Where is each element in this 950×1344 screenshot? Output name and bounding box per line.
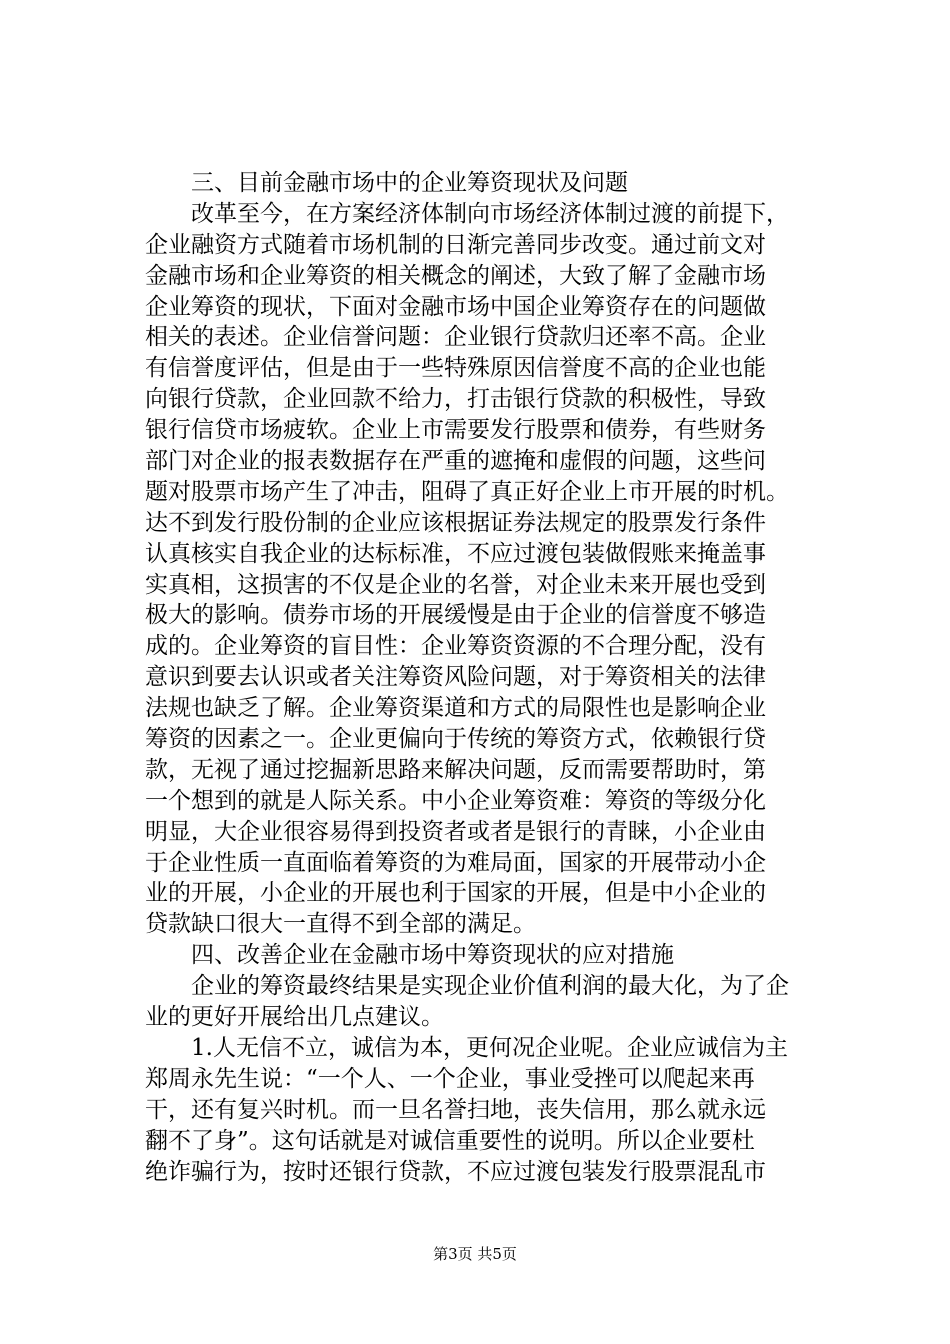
text-line: 企业筹资的现状，下面对金融市场中国企业筹资存在的问题做 (145, 293, 766, 320)
text-line: 业的开展，小企业的开展也利于国家的开展，但是中小企业的 (145, 880, 766, 907)
page-footer: 第3页 共5页 (433, 1245, 517, 1263)
text-line: 款，无视了通过挖掘新思路来解决问题，反而需要帮助时，第 (145, 756, 766, 783)
text-line: 绝诈骗行为，按时还银行贷款，不应过渡包装发行股票混乱市 (145, 1158, 766, 1185)
text-line: 郑周永先生说：“一个人、一个企业，事业受挫可以爬起来再 (145, 1065, 755, 1092)
text-line: 成的。企业筹资的盲目性：企业筹资资源的不合理分配，没有 (145, 633, 766, 660)
text-line: 改革至今，在方案经济体制向市场经济体制过渡的前提下， (191, 200, 789, 227)
text-line: 极大的影响。债券市场的开展缓慢是由于企业的信誉度不够造 (145, 602, 766, 629)
text-line: 一个想到的就是人际关系。中小企业筹资难：筹资的等级分化 (145, 787, 766, 814)
text-line: 于企业性质一直面临着筹资的为难局面，国家的开展带动小企 (145, 849, 766, 876)
text-line: 干，还有复兴时机。而一旦名誉扫地，丧失信用，那么就永远 (145, 1096, 766, 1123)
text-line: 明显，大企业很容易得到投资者或者是银行的青睐，小企业由 (145, 818, 766, 845)
text-line: 实真相，这损害的不仅是企业的名誉，对企业未来开展也受到 (145, 571, 766, 598)
text-line: 翻不了身”。这句话就是对诚信重要性的说明。所以企业要杜 (145, 1127, 755, 1154)
text-line: 1.人无信不立，诚信为本，更何况企业呢。企业应诚信为主 (191, 1034, 788, 1061)
text-line: 筹资的因素之一。企业更偏向于传统的筹资方式，依赖银行贷 (145, 726, 766, 753)
text-line: 题对股票市场产生了冲击，阻碍了真正好企业上市开展的时机。 (145, 478, 789, 505)
document-body (145, 168, 835, 1187)
text-line: 业的更好开展给出几点建议。 (145, 1004, 444, 1031)
text-line: 企业的筹资最终结果是实现企业价值利润的最大化，为了企 (191, 973, 789, 1000)
text-line: 达不到发行股份制的企业应该根据证券法规定的股票发行条件 (145, 509, 766, 536)
text-line: 意识到要去认识或者关注筹资风险问题，对于筹资相关的法律 (145, 664, 766, 691)
text-line: 企业融资方式随着市场机制的日渐完善同步改变。通过前文对 (145, 231, 766, 258)
text-line: 贷款缺口很大一直得不到全部的满足。 (145, 911, 536, 938)
text-line: 金融市场和企业筹资的相关概念的阐述，大致了解了金融市场 (145, 262, 766, 289)
text-line: 法规也缺乏了解。企业筹资渠道和方式的局限性也是影响企业 (145, 695, 766, 722)
text-line: 三、目前金融市场中的企业筹资现状及问题 (191, 170, 628, 196)
text-line: 向银行贷款，企业回款不给力，打击银行贷款的积极性，导致 (145, 386, 766, 413)
text-line: 部门对企业的报表数据存在严重的遮掩和虚假的问题，这些问 (145, 448, 766, 475)
text-line: 四、改善企业在金融市场中筹资现状的应对措施 (191, 942, 674, 969)
text-line: 银行信贷市场疲软。企业上市需要发行股票和债券，有些财务 (145, 417, 766, 444)
text-line: 有信誉度评估，但是由于一些特殊原因信誉度不高的企业也能 (145, 355, 766, 382)
text-line: 相关的表述。企业信誉问题：企业银行贷款归还率不高。企业 (145, 324, 766, 351)
text-line: 认真核实自我企业的达标标准，不应过渡包装做假账来掩盖事 (145, 540, 766, 567)
